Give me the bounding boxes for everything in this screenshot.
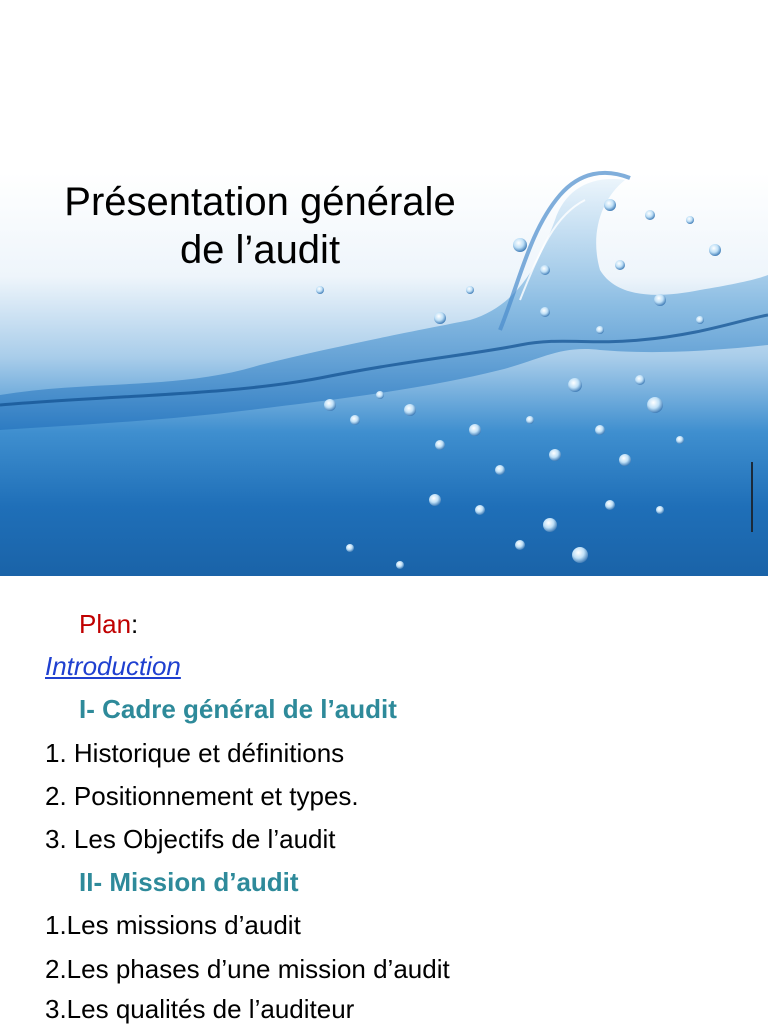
list-item: 2.Les phases d’une mission d’audit — [45, 954, 450, 984]
plan-label: Plan — [79, 609, 132, 639]
section-heading-1: I- Cadre général de l’audit — [79, 694, 397, 724]
list-item: 3.Les qualités de l’auditeur — [45, 994, 355, 1024]
list-item: 1. Historique et définitions — [45, 738, 345, 768]
slide-title — [20, 178, 500, 274]
plan-heading — [79, 609, 138, 639]
section-heading-2: II- Mission d’audit — [79, 867, 299, 897]
introduction-link[interactable]: Introduction — [45, 651, 181, 681]
plan-slide — [0, 576, 768, 1024]
slide-edge-marker — [751, 462, 753, 532]
list-item: 1.Les missions d’audit — [45, 910, 301, 940]
list-item: 2. Positionnement et types. — [45, 781, 359, 811]
plan-colon: : — [131, 609, 139, 639]
title-line-2: de l’audit — [179, 228, 341, 272]
list-item: 3. Les Objectifs de l’audit — [45, 824, 336, 854]
title-line-1: Présentation générale — [64, 180, 456, 224]
